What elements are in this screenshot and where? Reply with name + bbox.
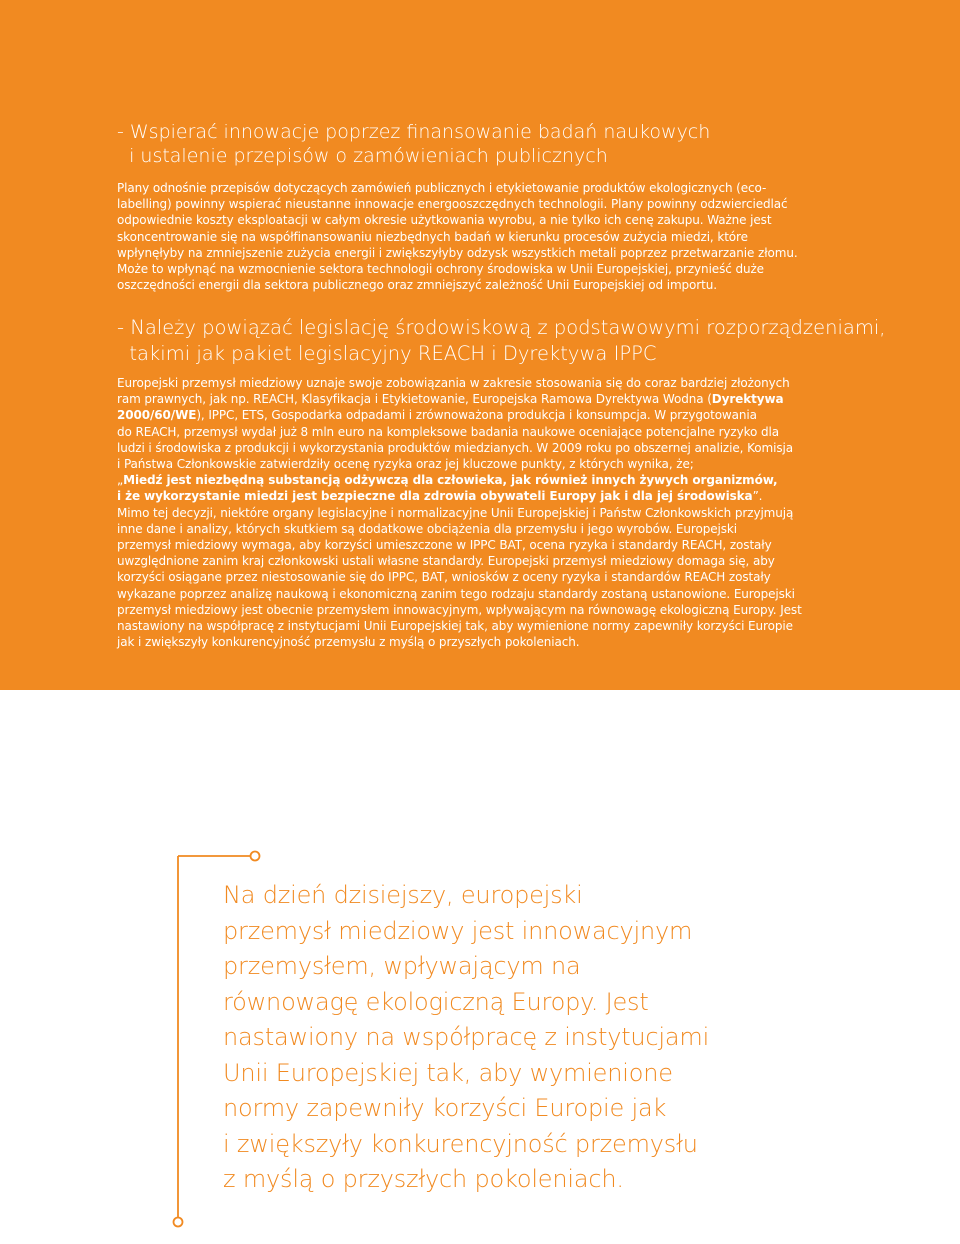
paragraph-text-part: ), IPPC, ETS, Gospodarka odpadami i zrównoważona produkcja i konsumpcja. W przygotowania do REACH, przemysł wydał już 8 mln euro na kompleksowe badania naukowe oceniające potencjalne ryzyko dla ludzi i środowiska z produkcji i wykorzystania produktów miedzianych. W 2009 roku po obszernej analizie, Komisja i Państwa Członkowskie zatwierdziły ocenę ryzyka oraz jej kluczowe punkty, z których wynika, że; „ <box>117 408 793 488</box>
pull-quote-text: Na dzień dzisiejszy, europejski przemysł miedziowy jest innowacyjnym przemysłem, wpływającym na równowagę ekologiczną Europy. Jest nastawiony na współpracę z instytucjami Unii Europejskiej tak, aby wymienione normy zapewniły korzyści Europie jak i zwiększyły konkurencyjność przemysłu z myślą o przyszłych pokoleniach. <box>223 881 710 1193</box>
section-paragraph-legislation <box>117 375 850 650</box>
paragraph-text-part: ”. Mimo tej decyzji, niektóre organy legislacyjne i normalizacyjne Unii Europejskiej i Państw Członkowskich przyjmują inne dane i analizy, których skutkiem są dodatkowe obciążenia dla przemysłu i jego wyrobów. Europejski przemysł miedziowy wymaga, aby korzyści umieszczone w IPPC BAT, ocena ryzyka i standardy REACH, zostały uwzględnione zanim kraj członkowski ustali własne standardy. Europejski przemysł miedziowy domaga się, aby korzyści osiągane przez niestosowanie się do IPPC, BAT, wniosków z oceny ryzyka i standardów REACH zostały wykazane poprzez analizę naukową i ekonomiczną zanim tego rodzaju standardy zostaną ustanowione. Europejski przemysł miedziowy jest obecnie przemysłem innowacyjnym, wpływającym na równowagę ekologiczną Europy. Jest nastawiony na współpracę z instytucjami Unii Europejskiej tak, aby wymienione normy zapewniły korzyści Europie jak i zwiększyły konkurencyjność przemysłu z myślą o przyszłych pokoleniach. <box>117 489 802 650</box>
bracket-node-bottom <box>174 1218 183 1227</box>
paragraph-text-part: Europejski przemysł miedziowy uznaje swoje zobowiązania w zakresie stosowania się do coraz bardziej złożonych ram prawnych, jak np. REACH, Klasyfikacja i Etykietowanie, Europejska Ramowa Dyrektywa Wodna ( <box>117 376 790 407</box>
section-heading-innovation: - Wspierać innowacje poprzez finansowanie badań naukowych i ustalenie przepisów o zamówieniach publicznych <box>117 121 711 167</box>
section-heading-legislation: - Należy powiązać legislację środowiskową z podstawowymi rozporządzeniami, takimi jak pakiet legislacyjny REACH i Dyrektywa IPPC <box>117 316 886 365</box>
section-paragraph-innovation: Plany odnośnie przepisów dotyczących zamówień publicznych i etykietowanie produktów ekologicznych (eco- labelling) powinny wspierać nieustanne innowacje energooszczędnych technologii. Plany powinny odzwierciedlać odpowiednie koszty eksploatacji w całym okresie użytkowania wyrobu, a nie tylko ich cenę zakupu. Ważne jest skoncentrowanie się na współfinansowaniu niezbędnych badań w kierunku procesów zużycia miedzi, które wpłynęłyby na zmniejszenie zużycia energii i zwiększyłyby odzysk wszystkich metali poprzez przetwarzanie złomu. Może to wpłynąć na wzmocnienie sektora technologii ochrony środowiska w Unii Europejskiej, przynieść duże oszczędności energii dla sektora publicznego oraz zmniejszyć zależność Unii Europejskiej od importu. <box>117 181 798 293</box>
copper-statement-bold-text: Miedź jest niezbędną substancją odżywczą dla człowieka, jak również innych żywych organizmów, i że wykorzystanie miedzi jest bezpieczne dla zdrowia obywateli Europy jak i dla jej środowiska <box>117 473 778 504</box>
bracket-node-top-right <box>251 852 260 861</box>
directive-bold-text: Dyrektywa 2000/60/WE <box>117 392 784 423</box>
